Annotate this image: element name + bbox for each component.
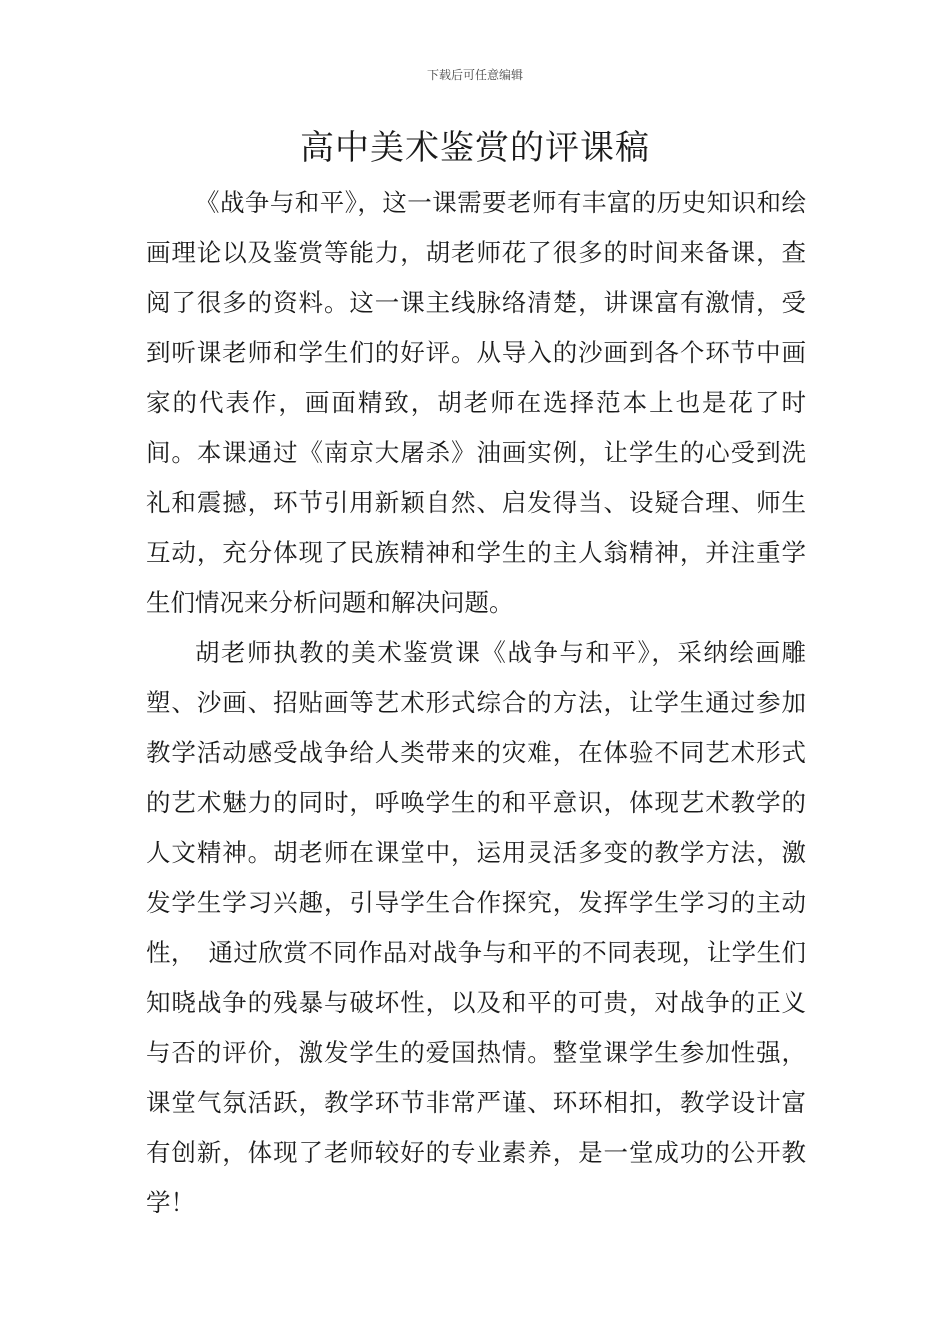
document-body [146,178,806,1228]
header-note: 下载后可任意编辑 [426,68,523,82]
paragraph-2: 胡老师执教的美术鉴赏课《战争与和平》，采纳绘画雕塑、沙画、招贴画等艺术形式综合的方法，让学生通过参加教学活动感受战争给人类带来的灾难，在体验不同艺术形式的艺术魅力的同时，呼唤学生的和平意识，体现艺术教学的人文精神。胡老师在课堂中，运用灵活多变的教学方法，激发学生学习兴趣，引导学生合作探究，发挥学生学习的主动性， 通过欣赏不同作品对战争与和平的不同表现，让学生们知晓战争的残暴与破坏性，以及和平的可贵，对战争的正义与否的评价，激发学生的爱国热情。整堂课学生参加性强，课堂气氛活跃，教学环节非常严谨、环环相扣，教学设计富有创新，体现了老师较好的专业素养，是一堂成功的公开教学！ [146,638,806,1217]
document-title: 高中美术鉴赏的评课稿 [300,128,650,168]
paragraph-1: 《战争与和平》，这一课需要老师有丰富的历史知识和绘画理论以及鉴赏等能力，胡老师花了很多的时间来备课，查阅了很多的资料。这一课主线脉络清楚，讲课富有激情，受到听课老师和学生们的好评。从导入的沙画到各个环节中画家的代表作，画面精致，胡老师在选择范本上也是花了时间。本课通过《南京大屠杀》油画实例，让学生的心受到洗礼和震撼，环节引用新颖自然、启发得当、设疑合理、师生互动，充分体现了民族精神和学生的主人翁精神，并注重学生们情况来分析问题和解决问题。 [146,188,806,617]
